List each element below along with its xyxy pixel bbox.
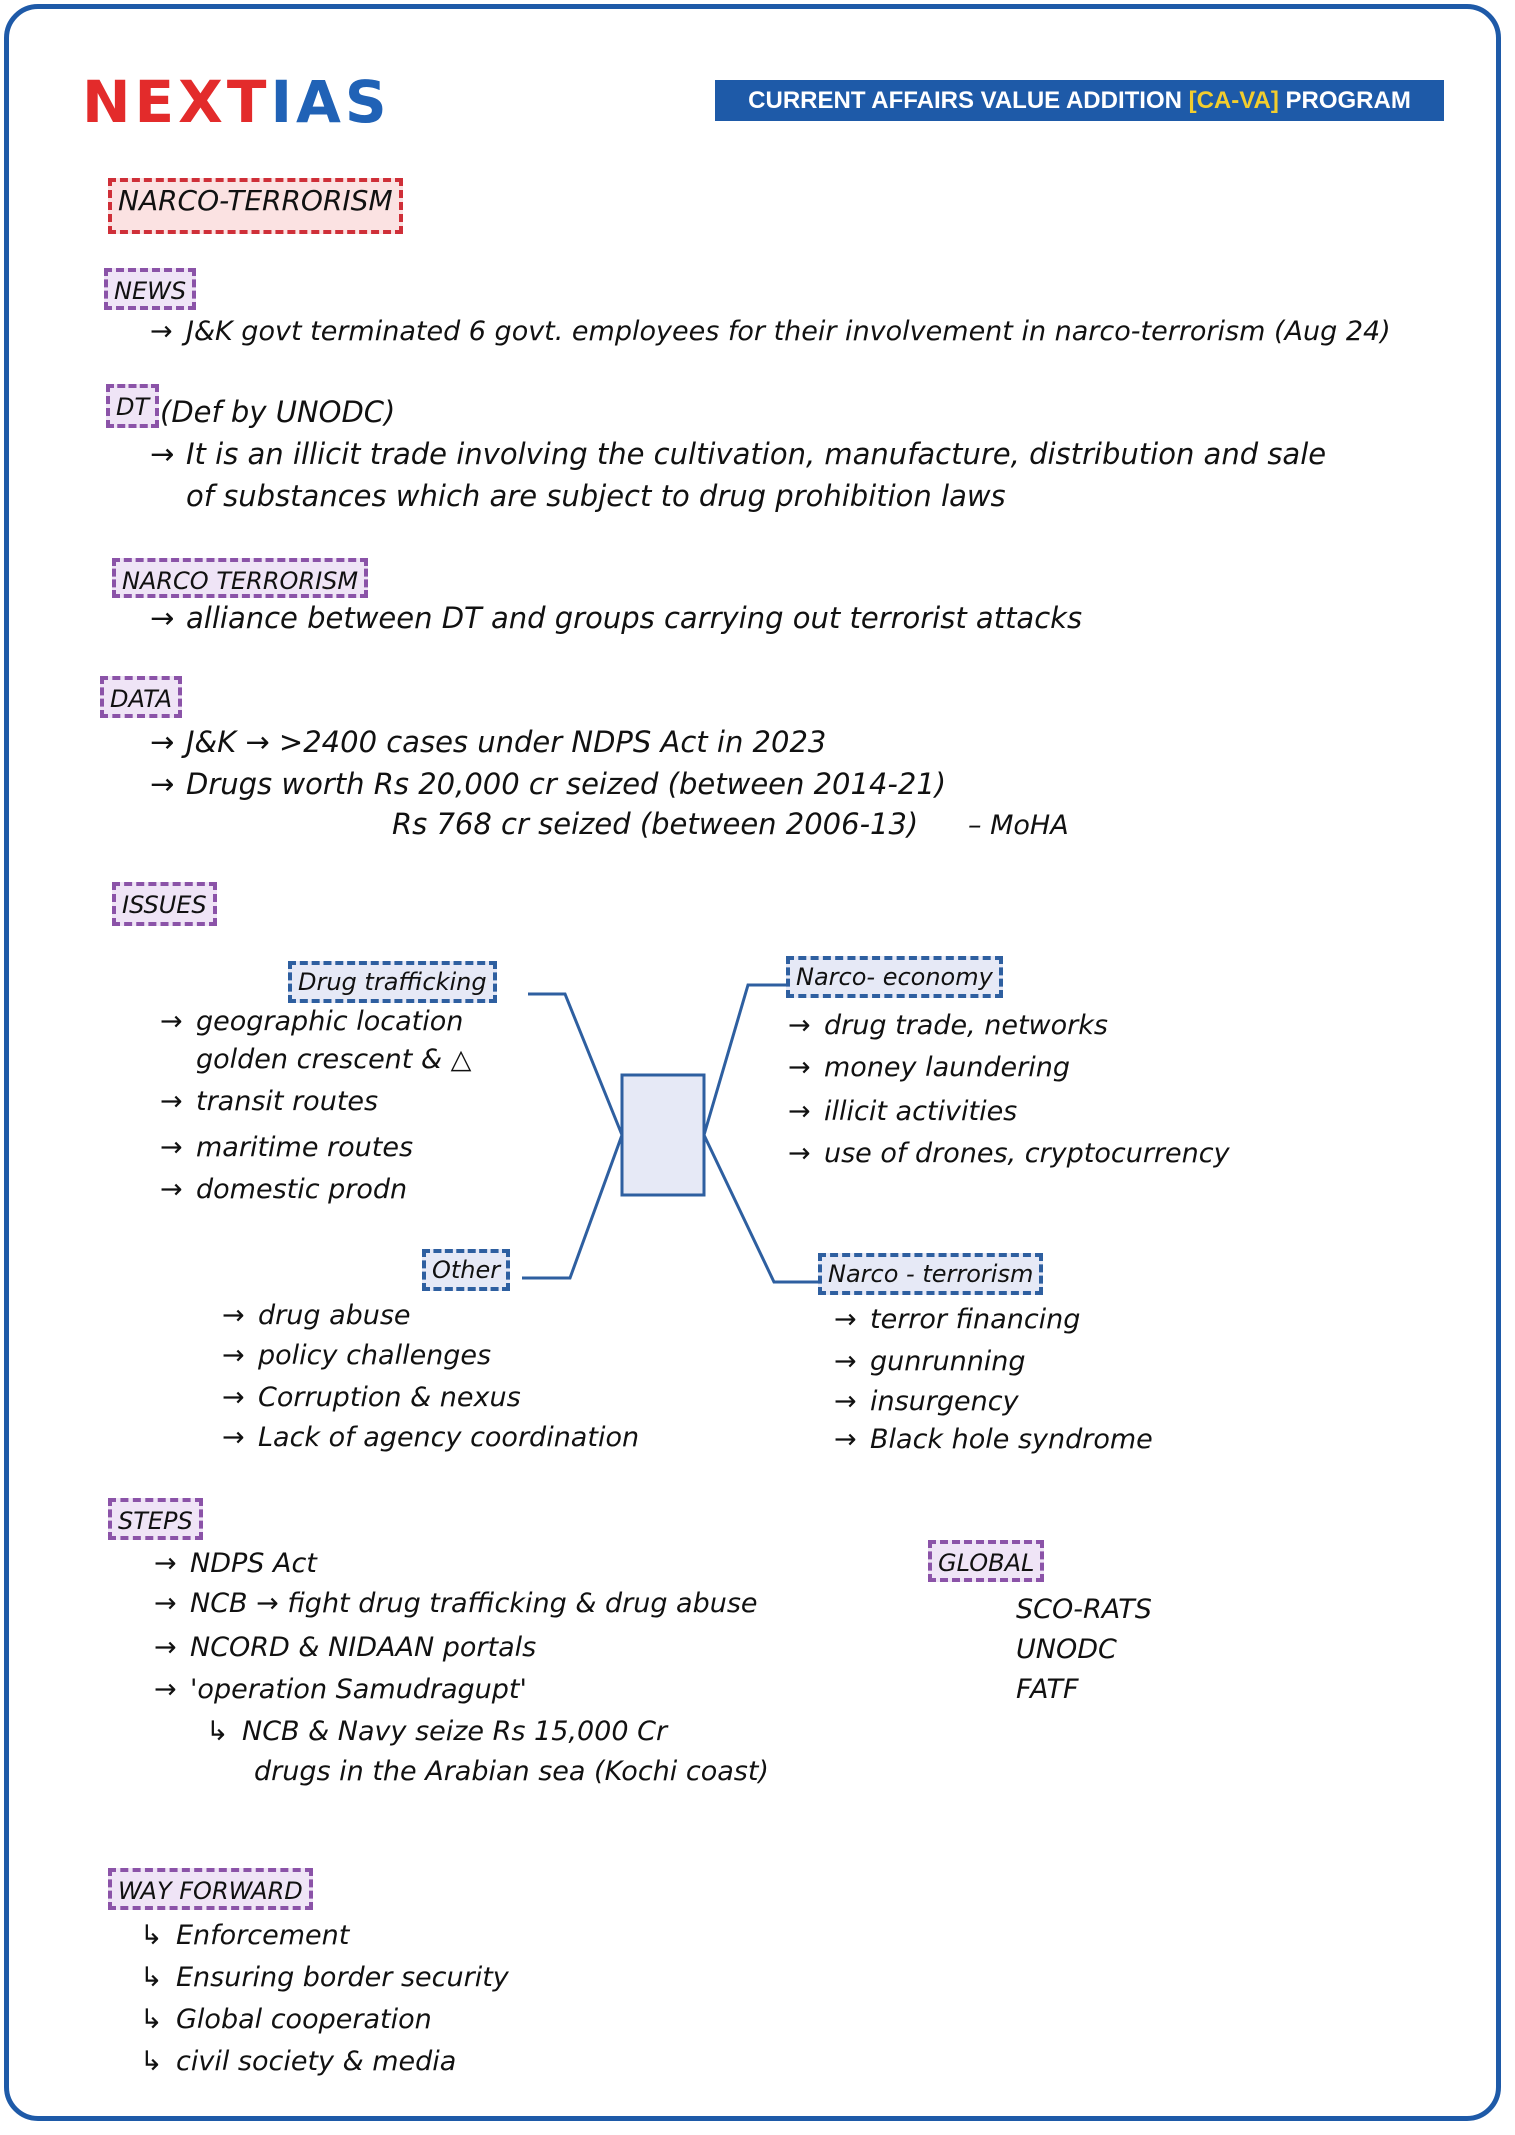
narco-terrorism-item xyxy=(834,1344,1026,1380)
hook-arrow-icon: ↳ xyxy=(140,1962,163,1993)
way-forward-item xyxy=(140,1960,509,1996)
arrow-icon: → xyxy=(150,601,175,635)
narco-terrorism-item xyxy=(834,1302,1080,1338)
narco-terrorism-branch-label: Narco - terrorism xyxy=(818,1253,1043,1295)
narco-economy-item xyxy=(788,1050,1070,1086)
item-text: geographic location xyxy=(196,1006,464,1037)
drug-trafficking-item xyxy=(160,1172,407,1208)
steps-sub-line-1 xyxy=(206,1714,667,1750)
arrow-icon: → xyxy=(154,1588,177,1619)
steps-item xyxy=(154,1546,317,1582)
logo-part-t: T xyxy=(226,68,271,136)
item-text: transit routes xyxy=(196,1086,379,1117)
item-text: maritime routes xyxy=(196,1132,414,1163)
item-text: drug abuse xyxy=(258,1300,411,1331)
item-text: terror financing xyxy=(870,1304,1081,1335)
global-item: FATF xyxy=(1016,1674,1079,1705)
arrow-icon: → xyxy=(788,1138,811,1169)
drug-trafficking-item xyxy=(160,1084,378,1120)
link-drug-trafficking xyxy=(528,994,622,1135)
arrow-icon: → xyxy=(150,316,173,347)
dt-line-2: of substances which are subject to drug prohibition laws xyxy=(186,479,1006,513)
narco-terrorism-item xyxy=(834,1422,1153,1458)
steps-item xyxy=(154,1630,536,1666)
arrow-icon: → xyxy=(154,1548,177,1579)
arrow-icon: → xyxy=(222,1340,245,1371)
item-text: policy challenges xyxy=(258,1340,492,1371)
arrow-icon: → xyxy=(160,1006,183,1037)
way-forward-item xyxy=(140,2044,456,2080)
item-text: illicit activities xyxy=(824,1096,1018,1127)
steps-item xyxy=(154,1586,758,1622)
global-heading: GLOBAL xyxy=(928,1540,1044,1582)
arrow-icon: → xyxy=(150,725,175,759)
issues-heading: ISSUES xyxy=(112,882,217,926)
arrow-icon: → xyxy=(160,1132,183,1163)
narco-economy-label: Narco- economy xyxy=(786,956,1003,998)
item-text: money laundering xyxy=(824,1052,1070,1083)
arrow-icon: → xyxy=(788,1052,811,1083)
item-text: Ensuring border security xyxy=(176,1962,509,1993)
drug-trafficking-item xyxy=(160,1004,463,1040)
item-text: Lack of agency coordination xyxy=(258,1422,640,1453)
other-label: Other xyxy=(422,1249,510,1291)
arrow-icon: → xyxy=(154,1674,177,1705)
link-other xyxy=(522,1135,622,1278)
item-text: Black hole syndrome xyxy=(870,1424,1153,1455)
banner-text-2: PROGRAM xyxy=(1278,87,1411,114)
narco-terrorism-text: alliance between DT and groups carrying out terrorist attacks xyxy=(186,601,1083,635)
item-text: NDPS Act xyxy=(190,1548,317,1579)
narco-terrorism-heading: NARCO TERRORISM xyxy=(112,558,368,598)
arrow-icon: → xyxy=(222,1422,245,1453)
hook-arrow-icon: ↳ xyxy=(140,2046,163,2077)
drug-trafficking-item: golden crescent & △ xyxy=(196,1044,472,1075)
data-text-1: J&K → >2400 cases under NDPS Act in 2023 xyxy=(186,725,827,759)
arrow-icon: → xyxy=(788,1010,811,1041)
arrow-icon: → xyxy=(788,1096,811,1127)
global-item: SCO-RATS xyxy=(1016,1594,1152,1625)
dt-heading: DT xyxy=(106,384,159,428)
item-text: NCB → fight drug trafficking & drug abuse xyxy=(190,1588,758,1619)
logo-part-nex: NEX xyxy=(82,68,227,136)
data-heading: DATA xyxy=(100,676,182,718)
arrow-icon: → xyxy=(150,437,175,471)
data-text-2: Drugs worth Rs 20,000 cr seized (between 2014-21) xyxy=(186,767,947,801)
data-source: – MoHA xyxy=(968,810,1069,841)
page-title: NARCO-TERRORISM xyxy=(108,178,403,234)
center-box xyxy=(622,1075,704,1195)
arrow-icon: → xyxy=(160,1086,183,1117)
way-forward-item xyxy=(140,1918,349,1954)
item-text: gunrunning xyxy=(870,1346,1026,1377)
narco-terrorism-item xyxy=(834,1384,1019,1420)
other-item xyxy=(222,1380,521,1416)
item-text: use of drones, cryptocurrency xyxy=(824,1138,1230,1169)
arrow-icon: → xyxy=(834,1304,857,1335)
steps-heading: STEPS xyxy=(108,1498,203,1540)
arrow-icon: → xyxy=(150,767,175,801)
news-heading: NEWS xyxy=(104,268,196,310)
steps-sub-line-2: drugs in the Arabian sea (Kochi coast) xyxy=(254,1756,769,1787)
way-forward-item xyxy=(140,2002,432,2038)
arrow-icon: → xyxy=(222,1382,245,1413)
global-item: UNODC xyxy=(1016,1634,1117,1665)
hook-arrow-icon: ↳ xyxy=(206,1716,229,1747)
item-text: Enforcement xyxy=(176,1920,350,1951)
arrow-icon: → xyxy=(160,1174,183,1205)
arrow-icon: → xyxy=(154,1632,177,1663)
arrow-icon: → xyxy=(834,1386,857,1417)
narco-economy-item xyxy=(788,1008,1108,1044)
item-text: civil society & media xyxy=(176,2046,457,2077)
news-text: J&K govt terminated 6 govt. employees for their involvement in narco-terrorism (Aug 24) xyxy=(186,316,1391,347)
item-text: NCORD & NIDAAN portals xyxy=(190,1632,537,1663)
other-item xyxy=(222,1298,411,1334)
drug-trafficking-item xyxy=(160,1130,413,1166)
item-text: NCB & Navy seize Rs 15,000 Cr xyxy=(242,1716,668,1747)
hook-arrow-icon: ↳ xyxy=(140,2004,163,2035)
link-narco-economy xyxy=(704,985,786,1135)
item-text: Global cooperation xyxy=(176,2004,432,2035)
drug-trafficking-label: Drug trafficking xyxy=(288,961,497,1003)
arrow-icon: → xyxy=(222,1300,245,1331)
data-line-3: Rs 768 cr seized (between 2006-13) xyxy=(392,807,919,841)
narco-economy-item xyxy=(788,1136,1230,1172)
logo-part-ias: IAS xyxy=(270,68,391,136)
steps-item xyxy=(154,1672,527,1708)
dt-text-1: It is an illicit trade involving the cultivation, manufacture, distribution and sale xyxy=(186,437,1327,471)
other-item xyxy=(222,1338,491,1374)
way-forward-heading: WAY FORWARD xyxy=(108,1868,313,1910)
arrow-icon: → xyxy=(834,1346,857,1377)
dt-definition-source: (Def by UNODC) xyxy=(160,395,396,429)
hook-arrow-icon: ↳ xyxy=(140,1920,163,1951)
item-text: domestic prodn xyxy=(196,1174,408,1205)
narco-economy-item xyxy=(788,1094,1017,1130)
item-text: drug trade, networks xyxy=(824,1010,1108,1041)
item-text: 'operation Samudragupt' xyxy=(190,1674,527,1705)
arrow-icon: → xyxy=(834,1424,857,1455)
item-text: Corruption & nexus xyxy=(258,1382,521,1413)
banner-text-cava: [CA-VA] xyxy=(1188,87,1279,114)
other-item xyxy=(222,1420,639,1456)
banner-text-1: CURRENT AFFAIRS VALUE ADDITION xyxy=(748,87,1189,114)
item-text: insurgency xyxy=(870,1386,1019,1417)
